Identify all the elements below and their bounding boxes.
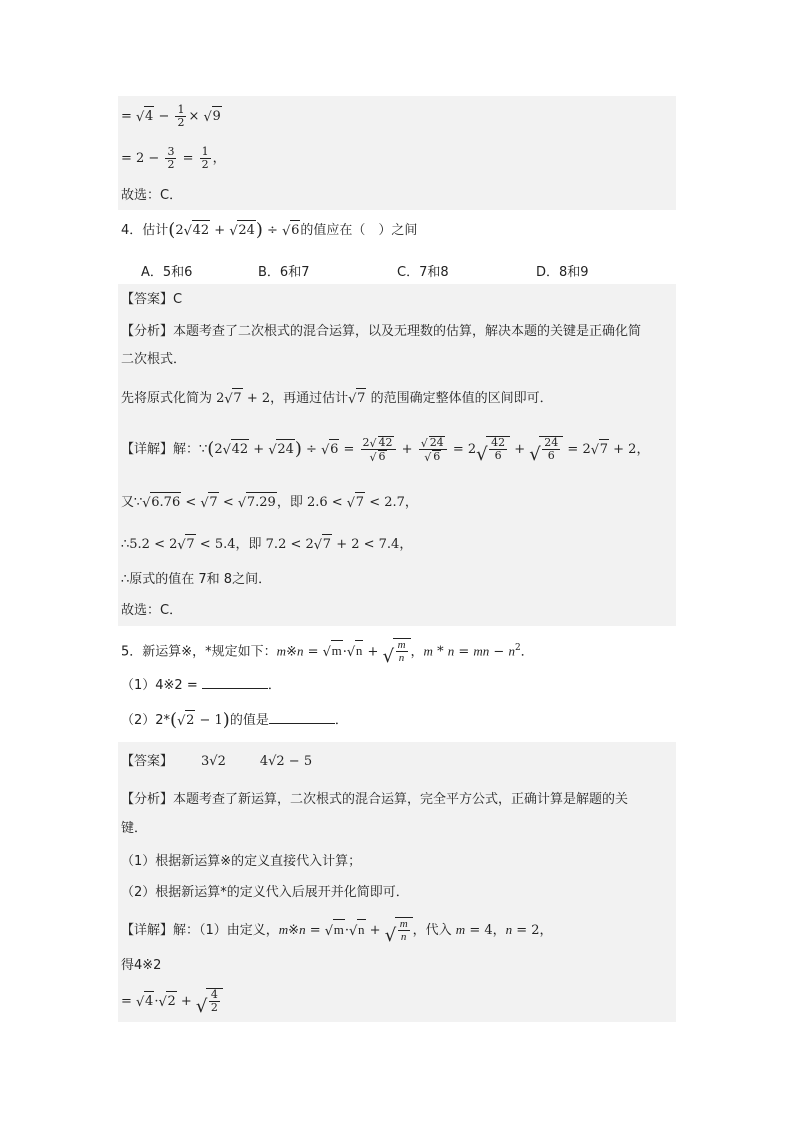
analysis-5-line-2: 键． (121, 821, 148, 836)
analysis-4-line-1: 【分析】本题考查了二次根式的混合运算，以及无理数的估算，解决本题的关键是正确化简 (121, 324, 642, 339)
option-c[interactable]: C．7和8 (397, 265, 449, 280)
analysis-5-line-1: 【分析】本题考查了新运算，二次根式的混合运算，完全平方公式，正确计算是解题的关 (121, 792, 629, 807)
option-b[interactable]: B．6和7 (258, 265, 310, 280)
analysis-4-line-2: 二次根式． (121, 352, 187, 367)
answer-choice-4: 故选：C． (121, 603, 183, 618)
detail-5-get: 得4※2 (121, 958, 162, 973)
answer-blank-1[interactable] (202, 676, 268, 689)
analysis-5-step-2: （2）根据新运算*的定义代入后展开并化简即可． (121, 885, 409, 900)
answer-choice-3: 故选：C． (121, 188, 183, 203)
conclusion-4: ∴原式的值在 7和 8之间． (121, 572, 272, 587)
option-a[interactable]: A．5和6 (141, 265, 193, 280)
estimate-4-line-1: 又∵√ 6.76 < √ 7 < √ 7.29，即 2.6 < √ 7 < 2.7， (121, 492, 418, 513)
answer-4: 【答案】C (121, 292, 183, 307)
answer-5: 【答案】 3√2 4√2 − 5 (121, 754, 313, 769)
detail-4: 【详解】解：∵(2√ 42 + √ 24) ÷ √ 6 = 2√ 42 √ 6 + √ 24 √ 6 = 2 √ $\frac{42}{6}$ + √ $\frac{24}{6}$ = 2√ 7 + 2， (121, 436, 649, 463)
question-5-stem: 5．新运算※，*规定如下：m※n = √ m·√ n + √ $\frac{m}{n}$ ，m * n = mn − $n^2$． (121, 638, 534, 664)
question-5-part-2: （2）2*(√ 2 − 1)的值是 ． (121, 710, 348, 731)
answer-blank-2[interactable] (269, 711, 335, 724)
equation-line-1: = √ 4 − $\frac{1}{2}$ × √ 9 (121, 104, 222, 129)
equation-line-2: = 2 − $\frac{3}{2}$ = $\frac{1}{2}$ ， (121, 145, 226, 171)
estimate-4-line-2: ∴5.2 < 2√ 7 < 5.4，即 7.2 < 2√ 7 + 2 < 7.4， (121, 534, 412, 555)
analysis-5-step-1: （1）根据新运算※的定义直接代入计算； (121, 854, 362, 869)
detail-5-equation: = √ 4·√ 2 + √ $\frac{4}{2}$ (121, 988, 223, 1014)
question-4-stem: 4．估计(2√ 42 + √ 24) ÷ √ 6的值应在（ ）之间 (121, 220, 417, 241)
detail-5: 【详解】解：（1）由定义，m※n = √ m·√ n + √ $\frac{m}{n}$ ，代入 m = 4，n = 2， (121, 917, 553, 943)
option-d[interactable]: D．8和9 (536, 265, 589, 280)
plan-4: 先将原式化简为 2√ 7 + 2，再通过估计√ 7 的范围确定整体值的区间即可． (121, 388, 553, 409)
question-5-part-1: （1）4※2 = ． (121, 678, 281, 693)
answer-block-5-shade (118, 742, 676, 1022)
